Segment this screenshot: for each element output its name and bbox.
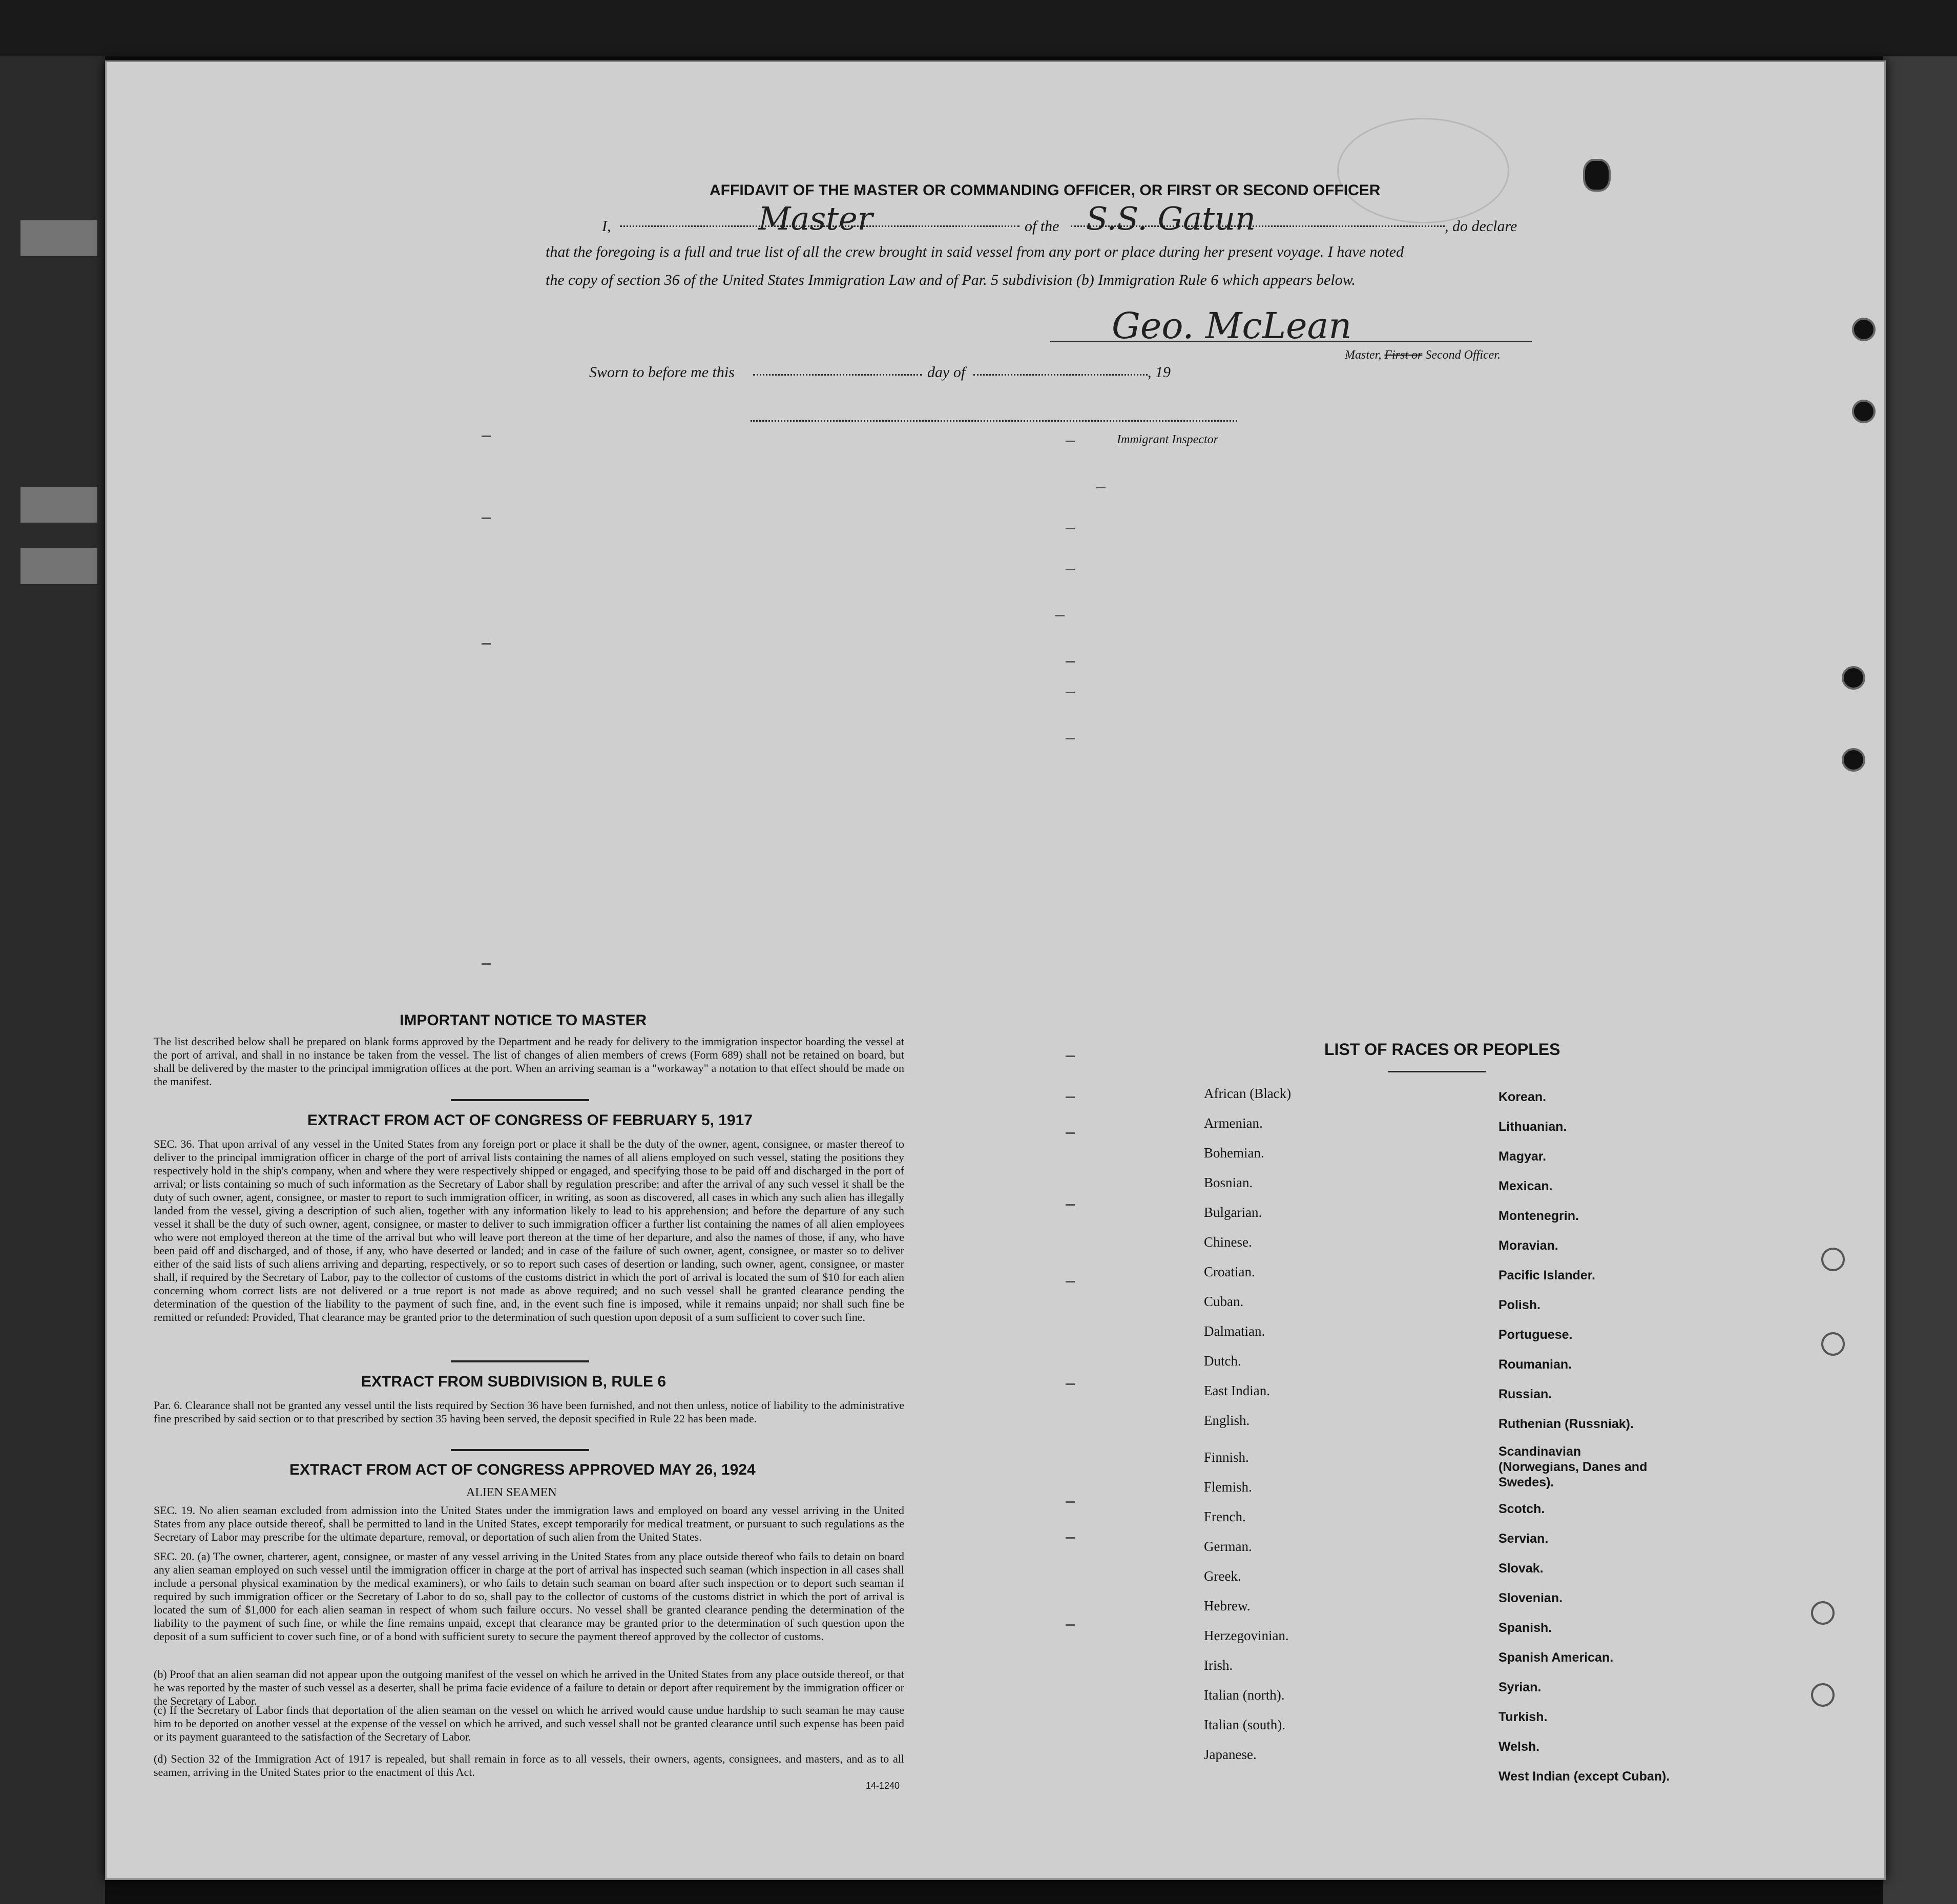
race-item: Greek. — [1204, 1568, 1241, 1584]
race-item: Syrian. — [1498, 1680, 1542, 1694]
handwritten-vessel: S.S. Gatun — [1086, 200, 1256, 237]
race-item: Dalmatian. — [1204, 1323, 1265, 1339]
form-number: 14-1240 — [866, 1781, 900, 1791]
divider — [451, 1449, 589, 1451]
handwritten-rank: Master — [758, 200, 873, 237]
extract-1917-body: SEC. 36. That upon arrival of any vessel in the United States from any foreign port or place it shall be the duty of the owner, agent, consignee, or master thereof to deliver to the principal immigration officer in charge of the port of arrival lists containing the names of all aliens employed on such vessel, stating the positions they respectively hold in the ship's company, when and where they were respectively shipped or engaged, and specifying those to be paid off and discharged in the port of arrival; or lists containing so much of such information as the Secretary of Labor shall by regulation prescribe; and after the arrival of any such vessel it shall be the duty of such owner, agent, consignee, or master to report to such immigration officer, in writing, as soon as discovered, all cases in which any such alien has illegally landed from the vessel, giving a description of such alien, together with any information likely to lead to his apprehension; and before the departure of any such vessel it shall be the duty of such owner, agent, consignee, or master to deliver to such immigration officer a further list containing the names of all alien employees who were not employed thereon at the time of the arrival but who will leave port thereon at the time of her departure, and also the names of those, if any, who have been paid off and discharged, and of those, if any, who have deserted or landed; and in case of the failure of such owner, agent, consignee, or master so to deliver either of the said lists of such aliens arriving and departing, respectively, or so to report such cases of desertion or landing, such owner, agent, consignee, or master shall, if required by the Secretary of Labor, pay to the collector of customs of the customs district in which the port of arrival is located the sum of $10 for each alien concerning whom correct lists are not delivered or a true report is not made as above required; and no such vessel shall be granted clearance pending the determination of the question of the liability to the payment of such fine, and, in the event such fine is imposed, while it remains unpaid; nor shall such fine be remitted or refunded: Provided, That clearance may be granted prior to the determination of such question upon deposit of a sum sufficient to cover such fine. — [154, 1137, 904, 1323]
handwritten-signature: Geo. McLean — [1112, 305, 1352, 347]
punch-hole — [1811, 1601, 1835, 1625]
race-item: Bohemian. — [1204, 1145, 1264, 1161]
day-of-text: day of — [927, 364, 966, 381]
race-item: Dutch. — [1204, 1353, 1241, 1369]
punch-hole — [1583, 159, 1611, 192]
sworn-text: Sworn to before me this — [589, 364, 735, 381]
race-item: Welsh. — [1498, 1740, 1540, 1754]
race-item: Hebrew. — [1204, 1598, 1251, 1613]
sworn-month-line — [973, 374, 1148, 376]
punch-hole — [1811, 1683, 1835, 1707]
punch-hole — [1842, 666, 1865, 690]
affidavit-i: I, — [602, 218, 611, 235]
race-item: French. — [1204, 1509, 1246, 1524]
affidavit-declare: , do declare — [1445, 218, 1517, 235]
divider — [451, 1099, 589, 1101]
race-item: Magyar. — [1498, 1149, 1547, 1164]
race-item: Lithuanian. — [1498, 1120, 1567, 1134]
race-item: Bulgarian. — [1204, 1205, 1262, 1220]
race-item: Chinese. — [1204, 1234, 1252, 1250]
race-item: Roumanian. — [1498, 1357, 1572, 1372]
race-item: Scotch. — [1498, 1502, 1545, 1516]
race-item: Flemish. — [1204, 1479, 1252, 1495]
extract-1917-title: EXTRACT FROM ACT OF CONGRESS OF FEBRUARY 5, 1917 — [307, 1112, 753, 1129]
race-item: Italian (north). — [1204, 1687, 1285, 1703]
race-item: Herzegovinian. — [1204, 1628, 1289, 1643]
race-item: German. — [1204, 1539, 1252, 1554]
sec20c-body: (c) If the Secretary of Labor finds that deportation of the alien seaman on the vessel on which he arrived would cause undue hardship to such seaman he may cause him to be deported on another vessel at the expense of the vessel on which he arrived, and such vessel shall not be granted clearance until such expense has been paid or its payment guaranteed to the satisfaction of the Secretary of Labor. — [154, 1704, 904, 1743]
race-item: Italian (south). — [1204, 1717, 1285, 1732]
scan-left-border — [0, 56, 105, 1904]
notice-title: IMPORTANT NOTICE TO MASTER — [400, 1012, 647, 1029]
punch-hole — [1821, 1332, 1845, 1356]
race-item: Polish. — [1498, 1298, 1540, 1312]
races-column-1 — [1204, 1079, 1291, 1769]
race-item: Turkish. — [1498, 1710, 1548, 1724]
race-item: Ruthenian (Russniak). — [1498, 1417, 1634, 1431]
faint-stamp — [1337, 118, 1509, 223]
races-column-2 — [1498, 1082, 1670, 1791]
extract-1924-title: EXTRACT FROM ACT OF CONGRESS APPROVED MAY 26, 1924 — [289, 1461, 756, 1478]
race-item: Moravian. — [1498, 1238, 1558, 1253]
affidavit-line3: the copy of section 36 of the United States Immigration Law and of Par. 5 subdivision (b) Immigration Rule 6 which appears below. — [546, 272, 1356, 288]
race-item: Russian. — [1498, 1387, 1552, 1401]
notice-body: The list described below shall be prepared on blank forms approved by the Department and be ready for delivery to the immigration inspector boarding the vessel at the port of arrival, and shall in no instance be taken from the vessel. The list of changes of alien members of crews (Form 689) shall not be retained on board, but shall be delivered by the master to the principal immigration offices at the port. When an arriving seaman is a "workaway" a notation to that effect should be made on the manifest. — [154, 1035, 904, 1088]
races-title: LIST OF RACES OR PEOPLES — [1324, 1040, 1560, 1059]
rule6-body: Par. 6. Clearance shall not be granted any vessel until the lists required by Section 36 have been furnished, and not then unless, notice of liability to the administrative fine prescribed by said section or to that prescribed by section 35 having been served, the deposit specified in Rule 22 has been made. — [154, 1399, 904, 1425]
affidavit-title: AFFIDAVIT OF THE MASTER OR COMMANDING OFFICER, OR FIRST OR SECOND OFFICER — [710, 182, 1381, 199]
race-item: Spanish American. — [1498, 1650, 1614, 1665]
race-item: Irish. — [1204, 1658, 1233, 1673]
extract-1924-subtitle: ALIEN SEAMEN — [466, 1486, 557, 1499]
punch-hole — [1842, 748, 1865, 772]
race-item: Portuguese. — [1498, 1328, 1573, 1342]
sec20d-body: (d) Section 32 of the Immigration Act of 1917 is repealed, but shall remain in force as to all vessels, their owners, agents, consignees, and masters, and as to all seamen, arriving in the United States prior to the enactment of this Act. — [154, 1752, 904, 1778]
race-item: Bosnian. — [1204, 1175, 1253, 1190]
race-item: Slovenian. — [1498, 1591, 1563, 1605]
race-item: Spanish. — [1498, 1621, 1552, 1635]
race-item: Mexican. — [1498, 1179, 1553, 1193]
race-item: Montenegrin. — [1498, 1209, 1579, 1223]
inspector-caption: Immigrant Inspector — [1117, 433, 1218, 446]
signature-caption: Master, First or Second Officer. — [1345, 348, 1501, 362]
race-item: Cuban. — [1204, 1294, 1244, 1309]
sworn-day-line — [753, 374, 922, 376]
year-text: , 19 — [1148, 364, 1171, 381]
race-item: Japanese. — [1204, 1747, 1257, 1762]
punch-hole — [1852, 400, 1876, 423]
punch-hole — [1852, 318, 1876, 341]
race-item: African (Black) — [1204, 1086, 1292, 1101]
affidavit-line2: that the foregoing is a full and true list of all the crew brought in said vessel from any port or place during her present voyage. I have noted — [546, 243, 1404, 260]
affidavit-of-the: of the — [1025, 218, 1059, 235]
race-item: Pacific Islander. — [1498, 1268, 1595, 1282]
race-item: Scandinavian (Norwegians, Danes and Swedes). — [1498, 1444, 1648, 1489]
sec20a-body: SEC. 20. (a) The owner, charterer, agent, consignee, or master of any vessel arriving in the United States from any place outside thereof who fails to detain on board any alien seaman employed on such vessel until the immigration officer in charge at the port of arrival has inspected such seaman (which inspection in all cases shall include a personal physical examination by the medical examiners), or who fails to detain such seaman on board after such inspection or to deport such seaman if required by such immigration officer or the Secretary of Labor to do so, shall pay to the collector of customs of the customs district in which the port of arrival is located the sum of $1,000 for each alien seaman in respect of whom such failure occurs. No vessel shall be granted clearance pending the determination of the liability to the payment of such fine, or while the fine remains unpaid, except that clearance may be granted prior to the determination of such question upon the deposit of a sum sufficient to cover such fine, or of a bond with sufficient surety to secure the payment thereof approved by the collector of customs. — [154, 1550, 904, 1643]
divider — [451, 1360, 589, 1362]
race-item: English. — [1204, 1413, 1250, 1428]
sec19-body: SEC. 19. No alien seaman excluded from admission into the United States under the immigration laws and employed on board any vessel arriving in the United States from any place outside thereof, shall be permitted to land in the United States, except temporarily for medical treatment, or pursuant to such regulations as the Secretary of Labor may prescribe for the ultimate departure, removal, or deportation of such alien from the United States. — [154, 1504, 904, 1543]
race-item: Armenian. — [1204, 1115, 1263, 1131]
race-item: Korean. — [1498, 1090, 1547, 1104]
races-divider — [1388, 1071, 1486, 1072]
race-item: Servian. — [1498, 1532, 1549, 1546]
scan-top-border — [0, 0, 1957, 56]
inspector-line — [751, 420, 1237, 422]
race-item: East Indian. — [1204, 1383, 1270, 1398]
race-item: West Indian (except Cuban). — [1498, 1769, 1670, 1784]
race-item: Croatian. — [1204, 1264, 1255, 1279]
sec20b-body: (b) Proof that an alien seaman did not appear upon the outgoing manifest of the vessel on which he arrived in the United States from any place outside thereof, or that he was reported by the master of such vessel as a deserter, shall be prima facie evidence of a failure to detain or deport after requirement by the immigration officer or the Secretary of Labor. — [154, 1668, 904, 1707]
race-item: Slovak. — [1498, 1561, 1544, 1576]
rule6-title: EXTRACT FROM SUBDIVISION B, RULE 6 — [361, 1373, 667, 1390]
scan-right-border — [1883, 56, 1957, 1904]
race-item: Finnish. — [1204, 1450, 1249, 1465]
punch-hole — [1821, 1248, 1845, 1271]
